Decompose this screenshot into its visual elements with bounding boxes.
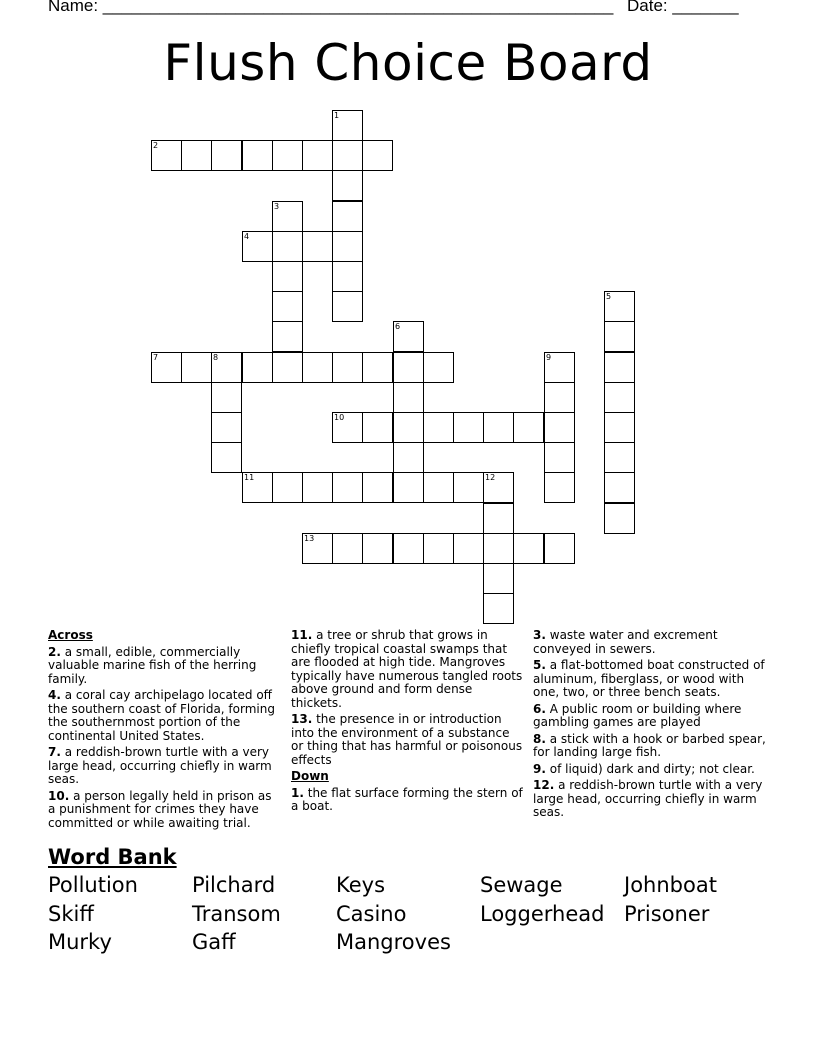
clue-number: 12 [485, 473, 496, 482]
crossword-cell[interactable] [272, 261, 303, 292]
clue-number: 11 [244, 473, 255, 482]
clue-down-8: 8. a stick with a hook or barbed spear, for landing large fish. [533, 731, 766, 759]
crossword-cell[interactable] [332, 412, 363, 443]
crossword-cell[interactable] [181, 140, 212, 171]
crossword-cell[interactable] [332, 110, 363, 141]
crossword-cell[interactable] [513, 412, 544, 443]
crossword-cell[interactable] [483, 563, 514, 594]
word-bank-item: Skiff [48, 902, 94, 926]
crossword-cell[interactable] [302, 140, 333, 171]
word-bank-item: Johnboat [624, 873, 717, 897]
word-bank-item: Casino [336, 902, 407, 926]
crossword-cell[interactable] [544, 382, 575, 413]
clue-across-2: 2. a small, edible, commercially valuable marine fish of the herring family. [48, 644, 257, 686]
clues-col-1 [48, 629, 276, 833]
clue-number: 2 [153, 141, 159, 150]
page-title: Flush Choice Board [163, 34, 653, 92]
clue-across-7: 7. a reddish-brown turtle with a very large head, occurring chiefly in warm seas. [48, 745, 272, 786]
crossword-cell[interactable] [393, 321, 424, 352]
clue-number: 3 [274, 202, 280, 211]
crossword-cell[interactable] [604, 503, 635, 534]
crossword-cell[interactable] [513, 533, 544, 564]
crossword-cell[interactable] [211, 140, 242, 171]
word-bank-item: Pilchard [192, 873, 276, 897]
crossword-cell[interactable] [544, 412, 575, 443]
clue-across-13: 13. the presence in or introduction into the environment of a substance or thing that has harmful or poisonous effects [291, 712, 523, 767]
word-bank-item: Sewage [480, 873, 563, 897]
crossword-cell[interactable] [272, 472, 303, 503]
crossword-cell[interactable] [362, 140, 393, 171]
crossword-cell[interactable] [302, 352, 333, 383]
clue-number: 13 [304, 534, 315, 543]
crossword-cell[interactable] [272, 321, 303, 352]
crossword-cell[interactable] [332, 140, 363, 171]
clue-number: 1 [334, 111, 340, 120]
clue-down-12: 12. a reddish-brown turtle with a very large head, occurring chiefly in warm seas. [533, 778, 763, 819]
crossword-cell[interactable] [272, 291, 303, 322]
crossword-cell[interactable] [544, 442, 575, 473]
crossword-cell[interactable] [211, 442, 242, 473]
clue-number: 10 [334, 413, 345, 422]
date-field: Date: _______ [627, 0, 739, 15]
crossword-cell[interactable] [242, 140, 273, 171]
clue-number: 5 [606, 292, 612, 301]
across-heading: Across [48, 628, 93, 642]
crossword-cell[interactable] [544, 352, 575, 383]
crossword-cell[interactable] [604, 291, 635, 322]
crossword-cell[interactable] [483, 533, 514, 564]
crossword-cell[interactable] [453, 412, 484, 443]
crossword-cell[interactable] [151, 140, 182, 171]
crossword-cell[interactable] [272, 352, 303, 383]
crossword-cell[interactable] [242, 352, 273, 383]
crossword-cell[interactable] [211, 382, 242, 413]
word-bank-item: Transom [192, 902, 281, 926]
crossword-cell[interactable] [423, 533, 454, 564]
crossword-cell[interactable] [302, 231, 333, 262]
clue-down-5: 5. a flat-bottomed boat constructed of aluminum, fiberglass, or wood with one, two, or three bench seats. [533, 658, 765, 699]
crossword-cell[interactable] [393, 412, 424, 443]
crossword-cell[interactable] [332, 201, 363, 232]
word-bank-item: Murky [48, 930, 112, 954]
crossword-cell[interactable] [604, 382, 635, 413]
crossword-cell[interactable] [393, 382, 424, 413]
crossword-cell[interactable] [544, 472, 575, 503]
crossword-cell[interactable] [302, 533, 333, 564]
clue-across-11: 11. a tree or shrub that grows in chiefly tropical coastal swamps that are flooded at high tide. Mangroves typically have numerous tangled roots above ground and form dense thickets. [291, 628, 523, 710]
crossword-cell[interactable] [604, 442, 635, 473]
word-bank-item: Mangroves [336, 930, 451, 954]
clue-across-4: 4. a coral cay archipelago located off the southern coast of Florida, forming the southernmost portion of the continental United States. [48, 688, 275, 743]
clue-number: 4 [244, 232, 250, 241]
crossword-cell[interactable] [181, 352, 212, 383]
crossword-cell[interactable] [332, 352, 363, 383]
crossword-cell[interactable] [362, 352, 393, 383]
crossword-cell[interactable] [483, 503, 514, 534]
crossword-cell[interactable] [544, 533, 575, 564]
crossword-cell[interactable] [272, 201, 303, 232]
crossword-cell[interactable] [423, 352, 454, 383]
clue-down-9: 9. of liquid) dark and dirty; not clear. [533, 761, 755, 776]
crossword-cell[interactable] [332, 261, 363, 292]
crossword-cell[interactable] [604, 412, 635, 443]
clues-col-3 [533, 629, 767, 823]
word-bank-item: Keys [336, 873, 386, 897]
clue-down-1: 1. the flat surface forming the stern of a boat. [291, 785, 523, 813]
crossword-cell[interactable] [332, 472, 363, 503]
crossword-cell[interactable] [393, 472, 424, 503]
clue-number: 6 [395, 322, 401, 331]
crossword-cell[interactable] [362, 412, 393, 443]
clue-down-6: 6. A public room or building where gambling games are played [533, 701, 742, 729]
word-bank-title: Word Bank [48, 845, 177, 869]
clue-number: 9 [546, 353, 552, 362]
crossword-cell[interactable] [332, 291, 363, 322]
clue-number: 8 [213, 353, 219, 362]
crossword-cell[interactable] [453, 472, 484, 503]
clue-across-10: 10. a person legally held in prison as a punishment for crimes they have committed or while awaiting trial. [48, 788, 272, 830]
crossword-cell[interactable] [332, 533, 363, 564]
crossword-cell[interactable] [362, 472, 393, 503]
word-bank-item: Loggerhead [480, 902, 605, 926]
crossword-cell[interactable] [211, 412, 242, 443]
clue-number: 7 [153, 353, 159, 362]
crossword-cell[interactable] [242, 231, 273, 262]
crossword-cell[interactable] [362, 533, 393, 564]
word-bank-item: Gaff [192, 930, 236, 954]
clue-down-3: 3. waste water and excrement conveyed in sewers. [533, 628, 718, 656]
crossword-cell[interactable] [393, 442, 424, 473]
crossword-cell[interactable] [604, 321, 635, 352]
crossword-cell[interactable] [423, 412, 454, 443]
crossword-cell[interactable] [242, 472, 273, 503]
crossword-cell[interactable] [483, 472, 514, 503]
crossword-cell[interactable] [272, 231, 303, 262]
crossword-cell[interactable] [151, 352, 182, 383]
down-heading: Down [291, 769, 329, 783]
crossword-cell[interactable] [604, 352, 635, 383]
clues-col-2 [291, 629, 525, 817]
crossword-cell[interactable] [302, 472, 333, 503]
crossword-cell[interactable] [604, 472, 635, 503]
crossword-cell[interactable] [332, 231, 363, 262]
crossword-cell[interactable] [272, 140, 303, 171]
word-bank-item: Pollution [48, 873, 138, 897]
crossword-cell[interactable] [393, 352, 424, 383]
crossword-cell[interactable] [211, 352, 242, 383]
crossword-cell[interactable] [332, 170, 363, 201]
crossword-cell[interactable] [423, 472, 454, 503]
crossword-cell[interactable] [483, 412, 514, 443]
word-bank-item: Prisoner [624, 902, 710, 926]
crossword-cell[interactable] [453, 533, 484, 564]
crossword-cell[interactable] [393, 533, 424, 564]
crossword-cell[interactable] [483, 593, 514, 624]
name-field: Name: ______________________________________________________ [48, 0, 614, 15]
